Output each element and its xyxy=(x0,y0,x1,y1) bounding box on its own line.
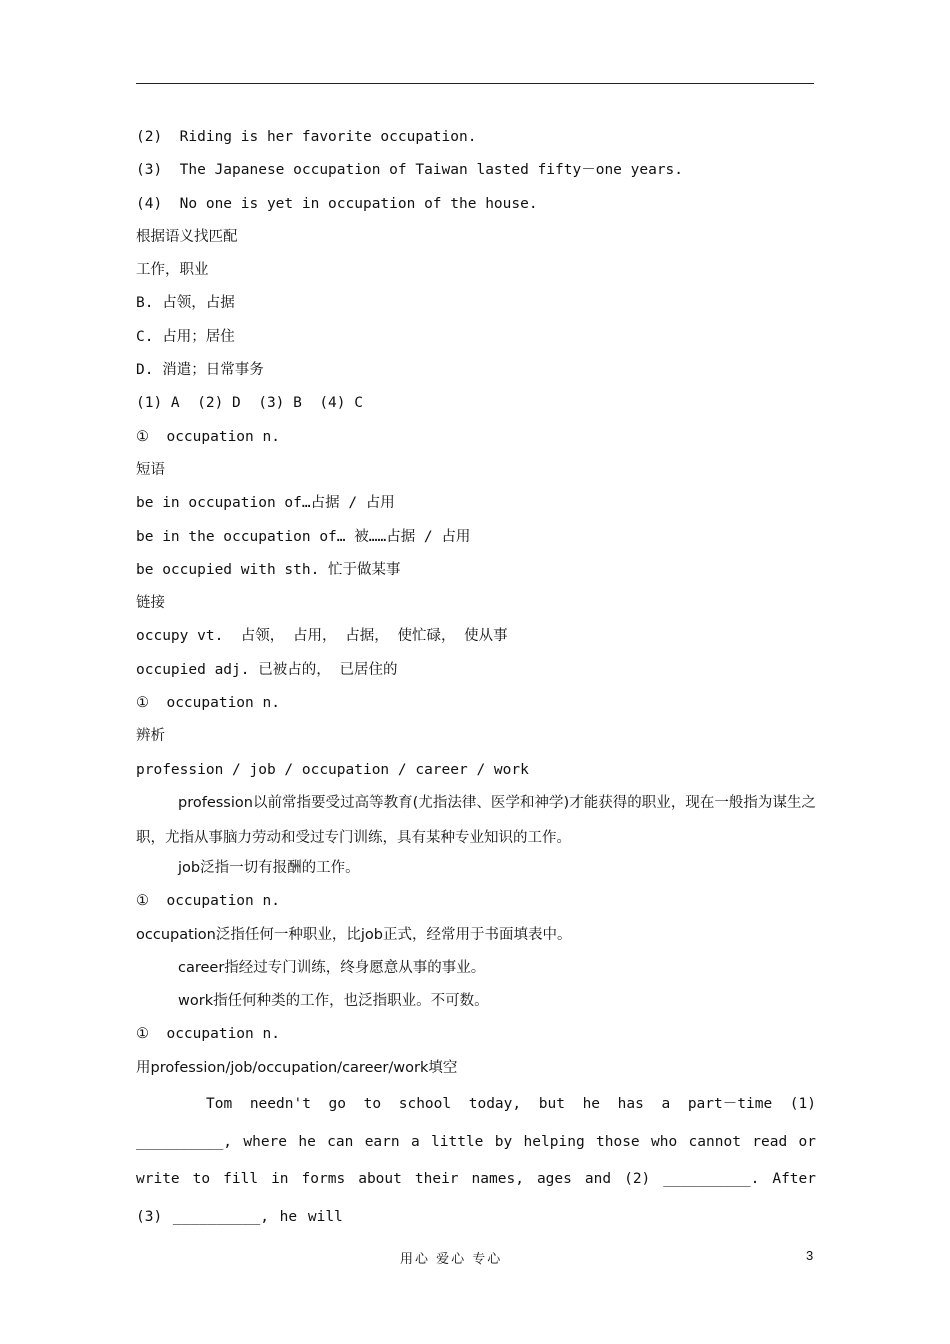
job-line: job泛指一切有报酬的工作。 xyxy=(178,859,360,876)
fill-instruction: 用profession/job/occupation/career/work填空 xyxy=(136,1059,458,1076)
option-d: D. 消遣；日常事务 xyxy=(136,362,264,379)
example-3: (3) The Japanese occupation of Taiwan lasted fifty－one years. xyxy=(136,162,684,179)
section-head-occupation-4: ① occupation n. xyxy=(136,1026,280,1043)
word-list: profession / job / occupation / career / work xyxy=(136,761,529,778)
exercise-paragraph: Tom needn't go to school today, but he has a part－time (1) __________, where he can earn a little by helping those who cannot read or write to fill in forms about their names, ages and (2) __________. After (3) __________, he will xyxy=(136,1096,816,1225)
section-head-occupation-3: ① occupation n. xyxy=(136,893,280,910)
option-a: 工作，职业 xyxy=(136,262,209,279)
phrase-2: be in the occupation of… 被……占据 / 占用 xyxy=(136,528,471,545)
example-4: (4) No one is yet in occupation of the house. xyxy=(136,195,538,212)
distinguish-heading: 辨析 xyxy=(136,728,165,745)
phrase-1: be in occupation of…占据 / 占用 xyxy=(136,495,395,512)
option-b: B. 占领，占据 xyxy=(136,295,235,312)
phrases-heading: 短语 xyxy=(136,461,165,478)
document-body xyxy=(136,124,816,1236)
work-line: work指任何种类的工作，也泛指职业。不可数。 xyxy=(178,993,489,1010)
section-head-occupation: ① occupation n. xyxy=(136,428,280,445)
career-line: career指经过专门训练，终身愿意从事的事业。 xyxy=(178,959,486,976)
link-occupy: occupy vt. 占领， 占用， 占据， 使忙碌， 使从事 xyxy=(136,628,508,645)
link-heading: 链接 xyxy=(136,595,165,612)
page-number: 3 xyxy=(806,1248,814,1263)
link-occupied: occupied adj. 已被占的， 已居住的 xyxy=(136,661,398,678)
footer-motto: 用心 爱心 专心 xyxy=(400,1252,503,1267)
example-2: (2) Riding is her favorite occupation. xyxy=(136,129,477,145)
section-head-occupation-2: ① occupation n. xyxy=(136,695,280,712)
header-rule xyxy=(136,83,814,84)
answers: (1) A (2) D (3) B (4) C xyxy=(136,395,363,412)
match-heading: 根据语义找匹配 xyxy=(136,228,238,245)
option-c: C. 占用；居住 xyxy=(136,328,235,345)
profession-paragraph: profession以前常指要受过高等教育(尤指法律、医学和神学)才能获得的职业，现在一般指为谋生之职，尤指从事脑力劳动和受过专门训练，具有某种专业知识的工作。 xyxy=(136,794,816,846)
phrase-3: be occupied with sth. 忙于做某事 xyxy=(136,561,401,578)
occupation-line: occupation泛指任何一种职业，比job正式，经常用于书面填表中。 xyxy=(136,926,572,943)
